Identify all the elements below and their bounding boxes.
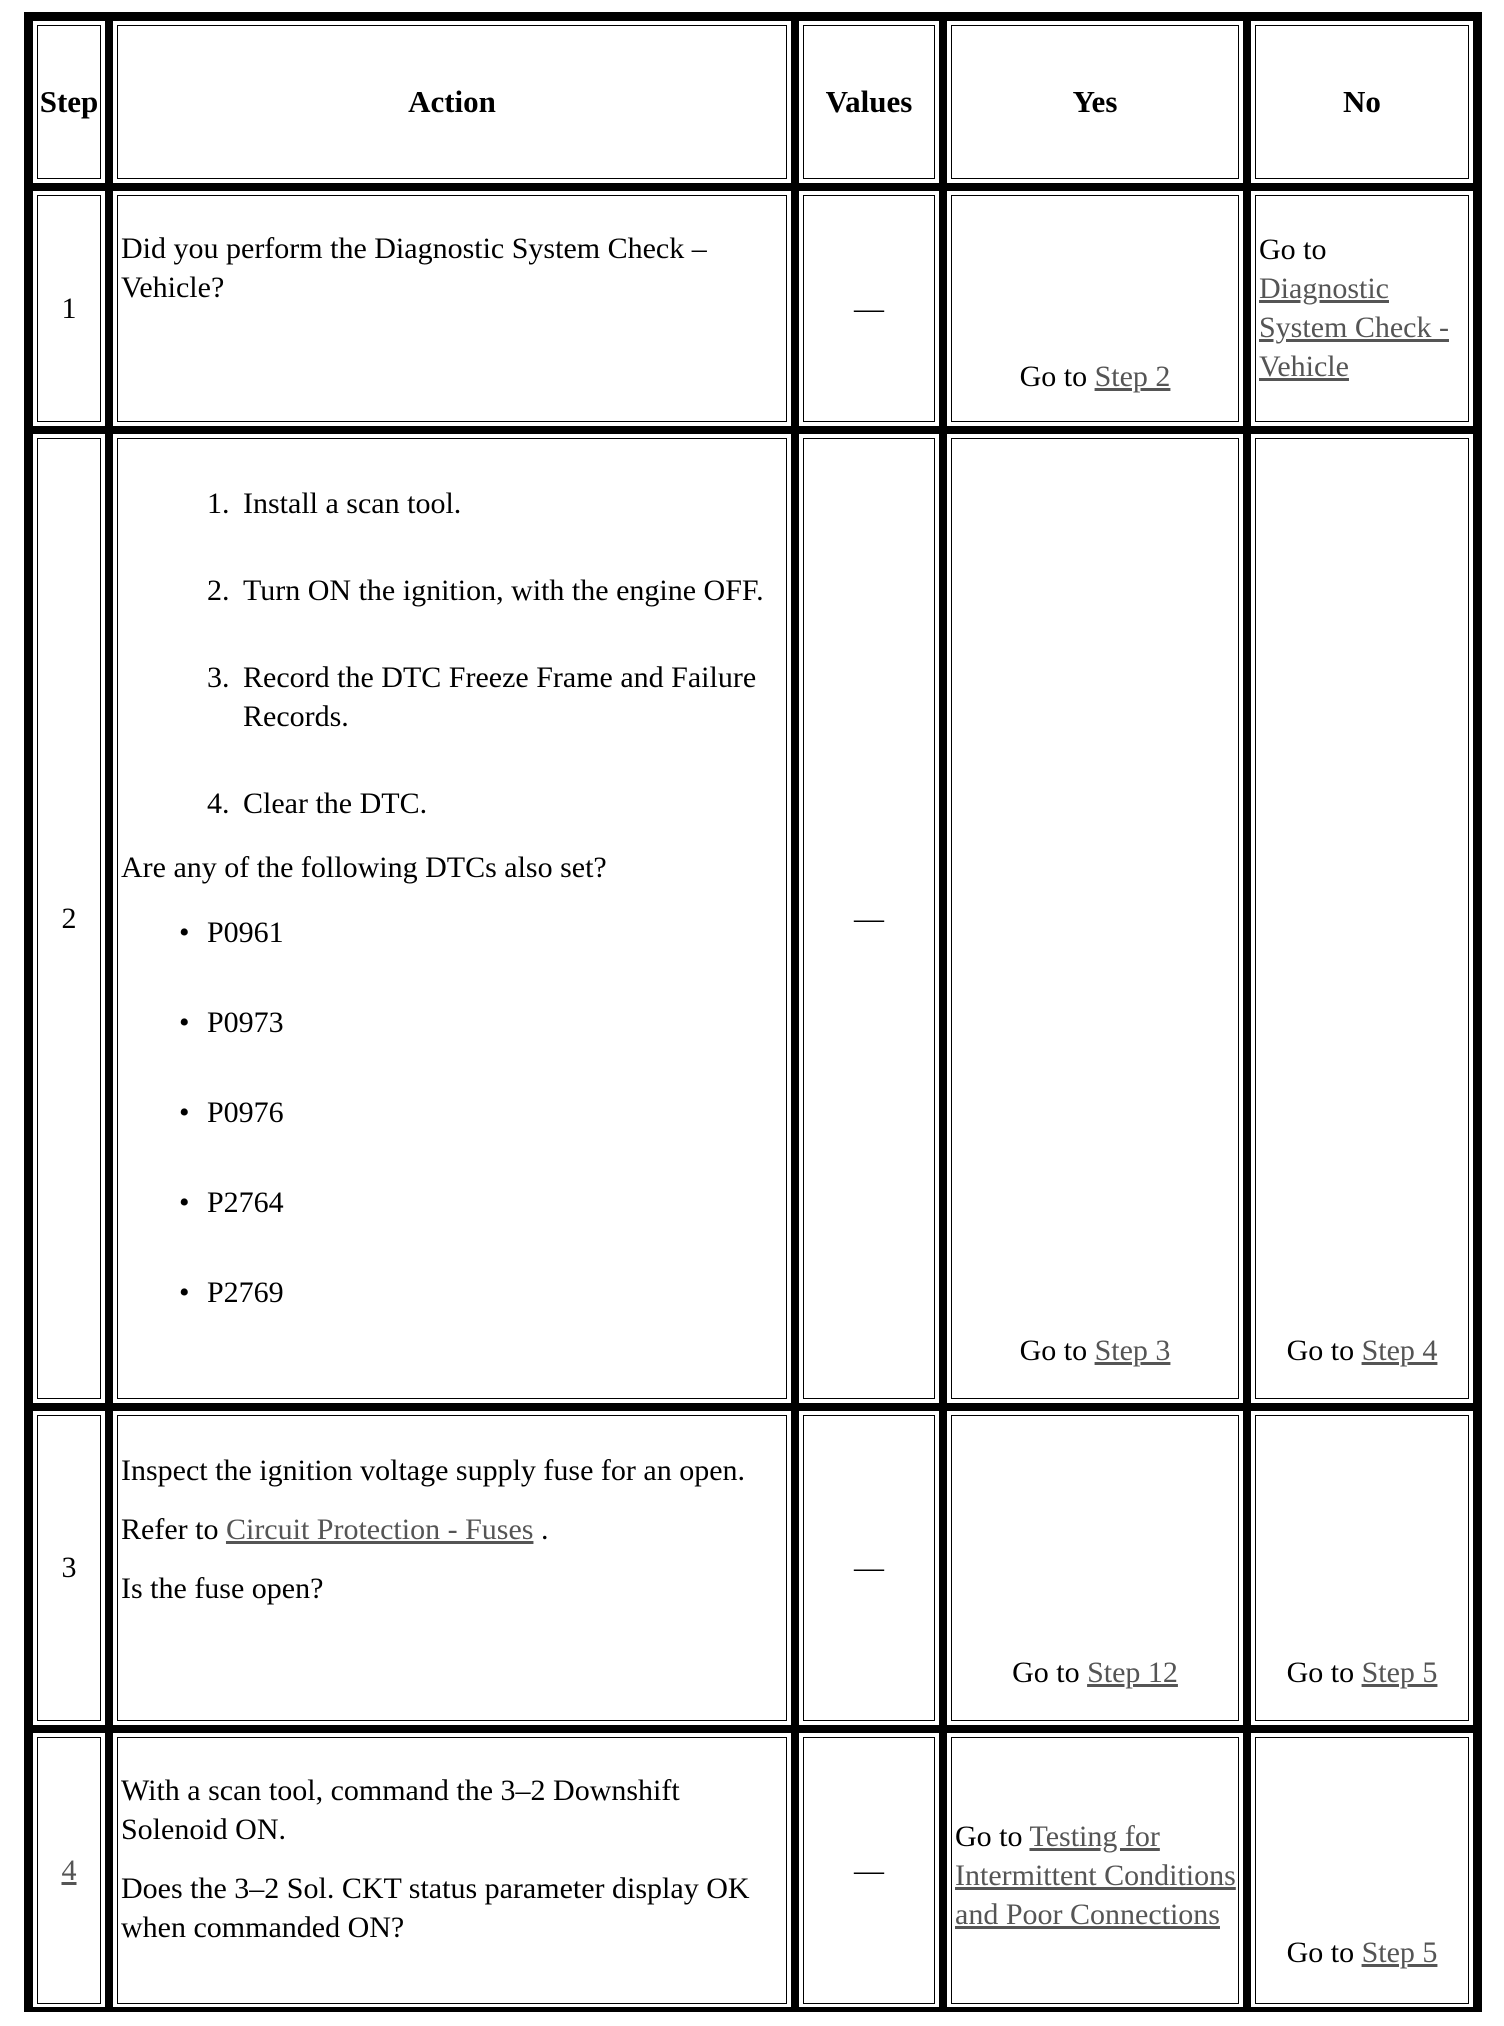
row4-action <box>109 1729 795 2012</box>
values-dash: — <box>854 291 884 325</box>
go-to-label: Go to <box>1259 233 1327 266</box>
row1-step <box>29 187 109 430</box>
no-goto <box>1259 230 1467 386</box>
header-no <box>1247 17 1477 187</box>
dtc-item: • P2764 <box>207 1183 783 1222</box>
header-no-label: No <box>1343 84 1381 119</box>
procedure-step: 4. Clear the DTC. <box>237 784 783 823</box>
procedure-step: 1. Install a scan tool. <box>237 484 783 523</box>
header-step <box>29 17 109 187</box>
header-step-label: Step <box>39 84 99 119</box>
row2-no <box>1247 430 1477 1407</box>
dtc-item: • P0973 <box>207 1003 783 1042</box>
action-question: Is the fuse open? <box>121 1572 324 1605</box>
row3-step <box>29 1407 109 1729</box>
step-number: 2 <box>61 901 77 935</box>
header-values-label: Values <box>825 84 913 119</box>
link-step-4-anchor[interactable]: 4 <box>61 1853 77 1887</box>
values-dash: — <box>854 901 884 935</box>
row3-action <box>109 1407 795 1729</box>
link-step-4[interactable]: Step 4 <box>1361 1334 1438 1367</box>
row4-yes <box>943 1729 1247 2012</box>
refer-prefix: Refer to <box>121 1513 219 1546</box>
no-goto <box>1251 1933 1473 1972</box>
no-goto <box>1251 1653 1473 1692</box>
link-step-12[interactable]: Step 12 <box>1087 1656 1178 1689</box>
header-action-label: Action <box>408 84 496 119</box>
go-to-label: Go to <box>1019 1334 1088 1367</box>
action-text: Did you perform the Diagnostic System Check – Vehicle? <box>121 232 707 304</box>
row3-yes <box>943 1407 1247 1729</box>
link-testing-intermittent[interactable]: Testing for Intermittent Conditions and Poor Connections <box>955 1820 1236 1931</box>
row2-yes <box>943 430 1247 1407</box>
row2-step <box>29 430 109 1407</box>
row1-yes <box>943 187 1247 430</box>
values-dash: — <box>854 1551 884 1584</box>
link-step-5[interactable]: Step 5 <box>1361 1656 1438 1689</box>
yes-goto <box>947 357 1243 396</box>
refer-suffix: . <box>540 1513 549 1546</box>
header-values <box>795 17 943 187</box>
diagnostic-table <box>24 12 1482 2012</box>
link-step-5[interactable]: Step 5 <box>1361 1936 1438 1969</box>
link-circuit-protection-fuses[interactable]: Circuit Protection - Fuses <box>225 1513 534 1546</box>
action-text: With a scan tool, command the 3–2 Downshift Solenoid ON. <box>121 1774 680 1846</box>
header-yes-label: Yes <box>1072 84 1118 119</box>
link-step-3[interactable]: Step 3 <box>1094 1334 1171 1367</box>
row4-no <box>1247 1729 1477 2012</box>
row3-no <box>1247 1407 1477 1729</box>
values-dash: — <box>854 1853 884 1887</box>
dtc-item: • P0961 <box>207 913 783 952</box>
step-number: 1 <box>61 291 77 325</box>
dtc-item: • P0976 <box>207 1093 783 1132</box>
dtc-item: • P2769 <box>207 1273 783 1312</box>
go-to-label: Go to <box>1019 360 1088 393</box>
row2-values <box>795 430 943 1407</box>
row1-values <box>795 187 943 430</box>
header-yes <box>943 17 1247 187</box>
header-action <box>109 17 795 187</box>
yes-goto <box>947 1653 1243 1692</box>
action-question: Does the 3–2 Sol. CKT status parameter display OK when commanded ON? <box>121 1872 750 1944</box>
procedure-step: 2. Turn ON the ignition, with the engine OFF. <box>237 571 783 610</box>
step-number: 3 <box>61 1551 77 1584</box>
yes-goto <box>947 1331 1243 1370</box>
row1-action <box>109 187 795 430</box>
no-goto <box>1251 1331 1473 1370</box>
procedure-step: 3. Record the DTC Freeze Frame and Failure Records. <box>237 658 783 736</box>
row2-action <box>109 430 795 1407</box>
row3-values <box>795 1407 943 1729</box>
procedure-list <box>121 484 783 823</box>
action-text: Inspect the ignition voltage supply fuse for an open. <box>121 1454 746 1487</box>
dtc-list <box>121 913 783 1312</box>
row1-no <box>1247 187 1477 430</box>
go-to-label: Go to <box>955 1820 1023 1853</box>
go-to-label: Go to <box>1286 1656 1355 1689</box>
link-step-2[interactable]: Step 2 <box>1094 360 1171 393</box>
go-to-label: Go to <box>1286 1334 1355 1367</box>
dtc-question: Are any of the following DTCs also set? <box>121 851 607 884</box>
row4-values <box>795 1729 943 2012</box>
link-diagnostic-system-check[interactable]: Diagnostic System Check - Vehicle <box>1259 272 1449 383</box>
row4-step <box>29 1729 109 2012</box>
go-to-label: Go to <box>1286 1936 1355 1969</box>
yes-goto <box>955 1817 1237 1934</box>
go-to-label: Go to <box>1012 1656 1080 1689</box>
refer-line <box>121 1510 783 1549</box>
